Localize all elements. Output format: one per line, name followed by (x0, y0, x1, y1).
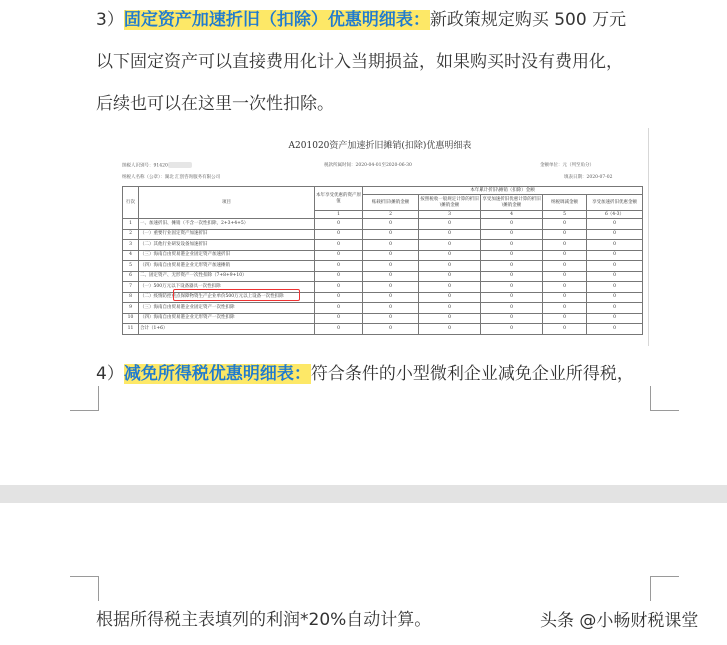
row-value: 0 (363, 250, 419, 261)
deduction-table (122, 186, 643, 335)
row-number: 5 (123, 261, 139, 272)
row-value: 0 (543, 261, 587, 272)
row-value: 0 (587, 219, 643, 230)
row-value: 0 (315, 324, 363, 335)
row-value: 0 (363, 240, 419, 251)
row-number: 6 (123, 271, 139, 282)
row-value: 0 (543, 219, 587, 230)
row-item: （一）500万元以下设备器具一次性扣除 (139, 282, 315, 293)
row-value: 0 (419, 219, 481, 230)
row-value: 0 (587, 303, 643, 314)
table-row (123, 303, 643, 314)
header-col5: 享受加速折旧优惠金额 (587, 195, 643, 211)
row-value: 0 (543, 250, 587, 261)
row-value: 0 (315, 219, 363, 230)
row-value: 0 (315, 271, 363, 282)
row-number: 4 (123, 250, 139, 261)
row-item: （三）海南自由贸易港企业固定资产加速折旧 (139, 250, 315, 261)
form-image-a201020 (112, 128, 649, 346)
col-number-1: 1 (315, 211, 363, 219)
col-number-5: 5 (543, 211, 587, 219)
table-row (123, 271, 643, 282)
row-value: 0 (419, 324, 481, 335)
row-value: 0 (363, 303, 419, 314)
row-item: 一、加速折旧、摊销（不含一次性扣除，2+3+4+5） (139, 219, 315, 230)
col-number-4: 4 (481, 211, 543, 219)
row-value: 0 (587, 261, 643, 272)
row-value: 0 (419, 303, 481, 314)
row-value: 0 (587, 282, 643, 293)
row-value: 0 (543, 303, 587, 314)
col-number-2: 2 (363, 211, 419, 219)
row-value: 0 (363, 292, 419, 303)
taxpayer-name: 纳税人名称（公章）：湖北 汇创咨询服务有限公司 (122, 175, 221, 180)
row-number: 11 (123, 324, 139, 335)
watermark: 头条 @小畅财税课堂 (540, 611, 699, 631)
row-value: 0 (363, 229, 419, 240)
row-value: 0 (587, 229, 643, 240)
header-col1: 账载折旧\摊销金额 (363, 195, 419, 211)
row-value: 0 (587, 240, 643, 251)
form-title: A201020资产加速折旧摊销(扣除)优惠明细表 (288, 141, 472, 151)
row-value: 0 (419, 282, 481, 293)
table-row (123, 219, 643, 230)
para3-number: 3） (96, 10, 124, 30)
table-row (123, 261, 643, 272)
row-value: 0 (315, 261, 363, 272)
row-item: （三）海南自由贸易港企业固定资产一次性扣除 (139, 303, 315, 314)
crop-mark-bottom-right (650, 386, 679, 411)
table-row (123, 240, 643, 251)
row-value: 0 (587, 292, 643, 303)
row-item: （二）疫情防控重点保障物资生产企业单价500万元以上设备一次性扣除 (139, 292, 315, 303)
row-number: 1 (123, 219, 139, 230)
row-value: 0 (587, 250, 643, 261)
row-value: 0 (315, 313, 363, 324)
col-number-3: 3 (419, 211, 481, 219)
row-value: 0 (315, 303, 363, 314)
row-value: 0 (543, 282, 587, 293)
row-value: 0 (315, 229, 363, 240)
row-value: 0 (543, 271, 587, 282)
header-item: 项目 (139, 187, 315, 219)
row-value: 0 (315, 292, 363, 303)
para3-heading: 固定资产加速折旧（扣除）优惠明细表： (123, 10, 430, 30)
row-value: 0 (543, 229, 587, 240)
redacted-block (168, 162, 192, 168)
row-value: 0 (543, 240, 587, 251)
para4-heading: 减免所得税优惠明细表： (123, 364, 311, 384)
row-number: 2 (123, 229, 139, 240)
row-value: 0 (481, 303, 543, 314)
crop-mark-top-right (650, 576, 679, 601)
row-item: （一）重要行业固定资产加速折旧 (139, 229, 315, 240)
taxpayer-id: 纳税人识别号：91420 (122, 162, 192, 169)
para3-line3: 后续也可以在这里一次性扣除。 (96, 94, 334, 114)
row-value: 0 (363, 271, 419, 282)
row-number: 8 (123, 292, 139, 303)
row-number: 9 (123, 303, 139, 314)
row-value: 0 (481, 250, 543, 261)
para3-line1 (96, 10, 626, 30)
para3-line2: 以下固定资产可以直接费用化计入当期损益，如果购买时没有费用化， (96, 52, 623, 72)
row-value: 0 (587, 324, 643, 335)
row-value: 0 (419, 229, 481, 240)
row-value: 0 (481, 229, 543, 240)
fill-date: 填表日期：2020-07-02 (564, 175, 613, 180)
row-value: 0 (363, 219, 419, 230)
table-row (123, 324, 643, 335)
table-row (123, 313, 643, 324)
row-value: 0 (481, 324, 543, 335)
crop-mark-bottom-left (70, 386, 99, 411)
row-value: 0 (419, 240, 481, 251)
row-value: 0 (481, 282, 543, 293)
row-item: （二）其他行业研发设备加速折旧 (139, 240, 315, 251)
row-item: 合计（1+6） (139, 324, 315, 335)
row-item: （四）海南自由贸易港企业无形资产加速摊销 (139, 261, 315, 272)
para5-line1: 根据所得税主表填列的利润*20%自动计算。 (96, 610, 432, 630)
row-number: 10 (123, 313, 139, 324)
para4-line1-text: 符合条件的小型微利企业减免企业所得税， (310, 364, 634, 384)
row-item: 二、固定资产、无形资产一次性扣除（7+8+9+10） (139, 271, 315, 282)
amount-unit: 金额单位：元（列至角分） (540, 163, 594, 168)
row-value: 0 (587, 313, 643, 324)
row-value: 0 (419, 250, 481, 261)
header-col4: 纳税调减金额 (543, 195, 587, 211)
row-value: 0 (543, 313, 587, 324)
para4-number: 4） (96, 364, 124, 384)
row-item: （四）海南自由贸易港企业无形资产一次性扣除 (139, 313, 315, 324)
row-value: 0 (419, 261, 481, 272)
row-value: 0 (363, 313, 419, 324)
row-value: 0 (587, 271, 643, 282)
highlight-box-row7 (173, 289, 300, 301)
row-value: 0 (315, 282, 363, 293)
para4-line1 (96, 364, 634, 384)
row-value: 0 (315, 250, 363, 261)
row-value: 0 (481, 240, 543, 251)
row-value: 0 (481, 292, 543, 303)
row-number: 7 (123, 282, 139, 293)
row-value: 0 (363, 324, 419, 335)
crop-mark-top-left (70, 576, 99, 601)
para3-line1-text: 新政策规定购买 500 万元 (429, 10, 627, 30)
row-value: 0 (315, 240, 363, 251)
header-orig-value: 本年享受优惠的资产原值 (315, 187, 363, 211)
row-value: 0 (481, 313, 543, 324)
row-value: 0 (543, 292, 587, 303)
row-value: 0 (481, 261, 543, 272)
row-value: 0 (543, 324, 587, 335)
row-value: 0 (363, 261, 419, 272)
header-col3: 享受加速折旧优惠计算的折旧\摊销金额 (481, 195, 543, 211)
header-row-no: 行次 (123, 187, 139, 219)
row-value: 0 (481, 271, 543, 282)
tax-period: 税款所属时间：2020-04-01至2020-06-30 (324, 163, 412, 168)
row-value: 0 (419, 271, 481, 282)
row-value: 0 (419, 292, 481, 303)
row-number: 3 (123, 240, 139, 251)
page-gap (0, 485, 727, 503)
table-row (123, 229, 643, 240)
row-value: 0 (419, 313, 481, 324)
row-value: 0 (481, 219, 543, 230)
row-value: 0 (363, 282, 419, 293)
header-col2: 按照税收一般规定计算的折旧\摊销金额 (419, 195, 481, 211)
header-group: 本年累计折旧\摊销（扣除）金额 (363, 187, 643, 195)
col-number-6: 6（4-3） (587, 211, 643, 219)
table-row (123, 250, 643, 261)
